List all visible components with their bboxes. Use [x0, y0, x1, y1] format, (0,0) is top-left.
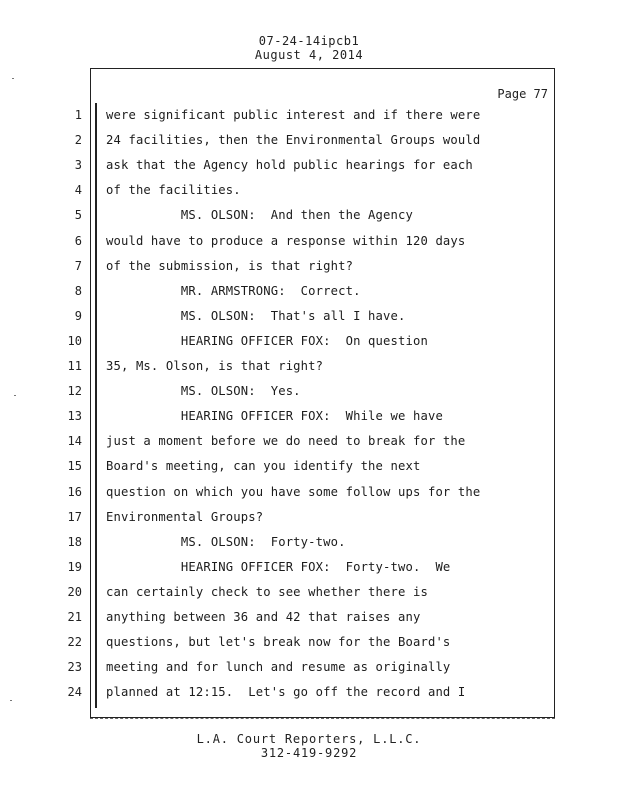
transcript-line: HEARING OFFICER FOX: While we have: [106, 409, 443, 423]
line-number: 2: [74, 133, 82, 147]
transcript-line: of the submission, is that right?: [106, 259, 354, 273]
document-date: August 4, 2014: [254, 48, 364, 62]
line-number: 18: [67, 535, 82, 549]
line-number: 20: [67, 585, 82, 599]
transcript-line: Environmental Groups?: [106, 510, 264, 524]
line-number: 9: [74, 309, 82, 323]
transcript-line: just a moment before we do need to break for the: [106, 434, 466, 448]
transcript-line: questions, but let's break now for the Board's: [106, 635, 451, 649]
line-number: 5: [74, 208, 82, 222]
page-number: Page 77: [497, 87, 548, 101]
line-number: 19: [67, 560, 82, 574]
line-number: 23: [67, 660, 82, 674]
line-number: 22: [67, 635, 82, 649]
line-number: 11: [67, 359, 82, 373]
transcript-line: ask that the Agency hold public hearings for each: [106, 158, 473, 172]
line-number: 17: [67, 510, 82, 524]
transcript-line: meeting and for lunch and resume as originally: [106, 660, 451, 674]
transcript-line: anything between 36 and 42 that raises any: [106, 610, 421, 624]
transcript-line: of the facilities.: [106, 183, 241, 197]
document-id: 07-24-14ipcb1: [258, 34, 360, 48]
line-number: 6: [74, 234, 82, 248]
line-number: 12: [67, 384, 82, 398]
frame-scan-edge: [90, 718, 555, 722]
line-number: 21: [67, 610, 82, 624]
transcript-line: MR. ARMSTRONG: Correct.: [106, 284, 361, 298]
transcript-line: MS. OLSON: Yes.: [106, 384, 301, 398]
reporter-firm: L.A. Court Reporters, L.L.C.: [196, 732, 422, 746]
line-number: 13: [67, 409, 82, 423]
transcript-line: would have to produce a response within 120 days: [106, 234, 466, 248]
transcript-line: question on which you have some follow ups for the: [106, 485, 481, 499]
line-number: 1: [74, 108, 82, 122]
line-number: 10: [67, 334, 82, 348]
line-number: 3: [74, 158, 82, 172]
line-number-divider: [95, 103, 97, 708]
transcript-line: 24 facilities, then the Environmental Groups would: [106, 133, 481, 147]
line-number: 4: [74, 183, 82, 197]
transcript-line: HEARING OFFICER FOX: On question: [106, 334, 428, 348]
transcript-line: MS. OLSON: Forty-two.: [106, 535, 346, 549]
scan-speck: [14, 395, 16, 396]
transcript-line: 35, Ms. Olson, is that right?: [106, 359, 324, 373]
transcript-line: planned at 12:15. Let's go off the record and I: [106, 685, 466, 699]
line-number: 8: [74, 284, 82, 298]
transcript-line: were significant public interest and if there were: [106, 108, 481, 122]
scan-speck: [10, 700, 12, 701]
reporter-phone: 312-419-9292: [260, 746, 358, 760]
transcript-line: can certainly check to see whether there is: [106, 585, 428, 599]
line-number: 7: [74, 259, 82, 273]
line-number: 16: [67, 485, 82, 499]
line-number: 15: [67, 459, 82, 473]
transcript-line: HEARING OFFICER FOX: Forty-two. We: [106, 560, 451, 574]
line-number: 24: [67, 685, 82, 699]
transcript-line: MS. OLSON: And then the Agency: [106, 208, 413, 222]
scan-speck: [12, 78, 14, 79]
transcript-line: Board's meeting, can you identify the next: [106, 459, 421, 473]
transcript-line: MS. OLSON: That's all I have.: [106, 309, 406, 323]
line-number: 14: [67, 434, 82, 448]
